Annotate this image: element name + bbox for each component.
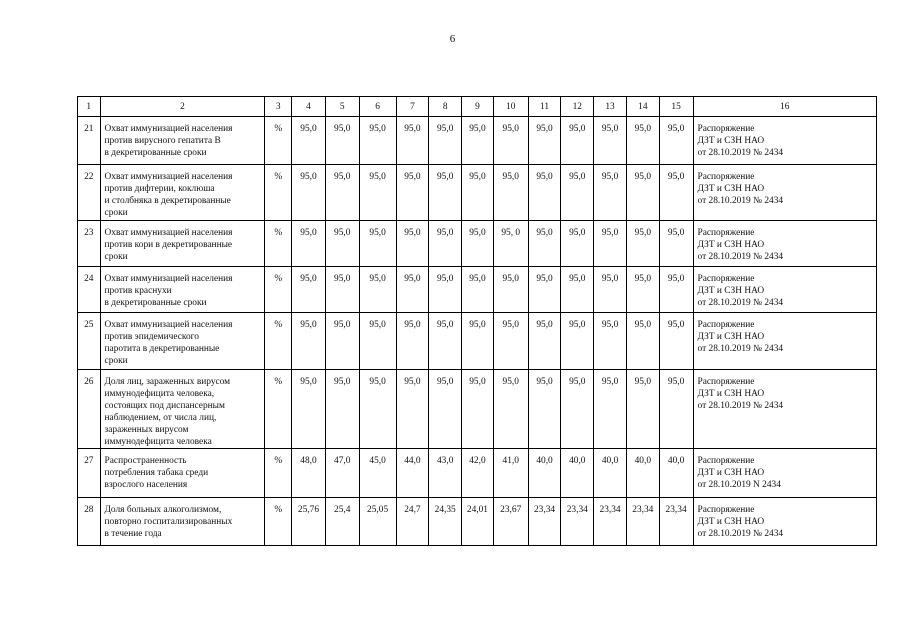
table-row	[78, 221, 877, 267]
indicator-name-line: в декретированные сроки	[104, 298, 207, 308]
indicator-name-line: против эпидемического	[104, 332, 199, 342]
value-cell: 44,0	[396, 449, 429, 498]
source-document-line: Распоряжение	[697, 320, 755, 330]
source-document-line: ДЗТ и СЗН НАО	[697, 332, 765, 342]
value-cell: 25,76	[292, 498, 326, 546]
value-cell: 95,0	[359, 165, 396, 221]
value-cell: 95,0	[493, 370, 528, 449]
table-row	[78, 449, 877, 498]
source-document-line: от 28.10.2019 № 2434	[697, 148, 784, 158]
indicator-name-line: зараженных вирусом	[104, 425, 189, 435]
indicator-name-line: сроки	[104, 208, 128, 218]
value-cell: 95,0	[594, 313, 627, 370]
unit-cell: %	[265, 117, 292, 165]
value-cell: 24,35	[429, 498, 462, 546]
source-document-line: Распоряжение	[697, 172, 755, 182]
value-cell: 25,05	[359, 498, 396, 546]
indicator-name-line: Охват иммунизацией населения	[104, 274, 233, 284]
indicator-name-line: против вирусного гепатита В	[104, 136, 221, 146]
value-cell: 95,0	[292, 117, 326, 165]
source-document-cell	[693, 117, 877, 165]
value-cell: 95,0	[429, 221, 462, 267]
indicator-name-cell	[100, 117, 265, 165]
value-cell: 95,0	[561, 313, 594, 370]
value-cell: 95,0	[396, 267, 429, 313]
value-cell: 95,0	[528, 221, 561, 267]
column-header: 9	[462, 97, 494, 117]
value-cell: 23,34	[626, 498, 659, 546]
value-cell: 95,0	[626, 165, 659, 221]
value-cell: 95,0	[359, 221, 396, 267]
row-number-cell: 21	[78, 117, 101, 165]
value-cell: 95,0	[561, 165, 594, 221]
value-cell: 95,0	[396, 117, 429, 165]
column-header: 6	[359, 97, 396, 117]
source-document-cell	[693, 498, 877, 546]
indicator-name-cell	[100, 313, 265, 370]
indicator-name-line: иммунодефицита человека	[104, 437, 212, 447]
value-cell: 95,0	[429, 267, 462, 313]
source-document-cell	[693, 449, 877, 498]
indicator-name-cell	[100, 267, 265, 313]
indicator-name-line: Охват иммунизацией населения	[104, 320, 233, 330]
column-header: 8	[429, 97, 462, 117]
value-cell: 95,0	[292, 165, 326, 221]
table-row	[78, 370, 877, 449]
indicator-name-line: против кори в декретированные	[104, 240, 233, 250]
value-cell: 95,0	[528, 267, 561, 313]
value-cell: 24,01	[462, 498, 494, 546]
table-row	[78, 267, 877, 313]
source-document-line: ДЗТ и СЗН НАО	[697, 136, 765, 146]
indicator-name-line: против дифтерии, коклюша	[104, 184, 215, 194]
source-document-line: ДЗТ и СЗН НАО	[697, 389, 765, 399]
column-header: 12	[561, 97, 594, 117]
unit-cell: %	[265, 370, 292, 449]
column-header: 5	[325, 97, 359, 117]
table-row	[78, 165, 877, 221]
indicator-name-line: в декретированные сроки	[104, 148, 207, 158]
value-cell: 40,0	[561, 449, 594, 498]
value-cell: 95,0	[429, 313, 462, 370]
source-document-line: Распоряжение	[697, 228, 755, 238]
indicator-name-line: сроки	[104, 356, 128, 366]
indicator-name-line: сроки	[104, 252, 128, 262]
row-number-cell: 26	[78, 370, 101, 449]
source-document-cell	[693, 221, 877, 267]
row-number-cell: 25	[78, 313, 101, 370]
column-header: 1	[78, 97, 101, 117]
indicator-name-line: взрослого населения	[104, 480, 188, 490]
value-cell: 23,34	[594, 498, 627, 546]
indicator-name-cell	[100, 221, 265, 267]
column-header: 7	[396, 97, 429, 117]
source-document-line: Распоряжение	[697, 124, 755, 134]
value-cell: 95,0	[659, 313, 693, 370]
value-cell: 95,0	[462, 165, 494, 221]
value-cell: 95,0	[292, 370, 326, 449]
value-cell: 40,0	[528, 449, 561, 498]
value-cell: 95,0	[561, 221, 594, 267]
value-cell: 95,0	[359, 267, 396, 313]
value-cell: 95,0	[359, 313, 396, 370]
value-cell: 95,0	[325, 313, 359, 370]
value-cell: 95,0	[659, 267, 693, 313]
source-document-line: ДЗТ и СЗН НАО	[697, 517, 765, 527]
indicator-name-line: Охват иммунизацией населения	[104, 172, 233, 182]
value-cell: 95, 0	[493, 221, 528, 267]
value-cell: 95,0	[594, 221, 627, 267]
value-cell: 95,0	[561, 267, 594, 313]
source-document-line: от 28.10.2019 № 2434	[697, 529, 784, 539]
source-document-line: Распоряжение	[697, 377, 755, 387]
value-cell: 95,0	[396, 165, 429, 221]
indicators-table	[77, 96, 877, 546]
value-cell: 95,0	[528, 313, 561, 370]
source-document-line: от 28.10.2019 N 2434	[697, 480, 781, 490]
value-cell: 23,67	[493, 498, 528, 546]
value-cell: 95,0	[626, 267, 659, 313]
value-cell: 95,0	[325, 165, 359, 221]
value-cell: 24,7	[396, 498, 429, 546]
value-cell: 95,0	[396, 221, 429, 267]
value-cell: 95,0	[325, 221, 359, 267]
value-cell: 95,0	[594, 267, 627, 313]
source-document-line: ДЗТ и СЗН НАО	[697, 286, 765, 296]
source-document-cell	[693, 313, 877, 370]
value-cell: 95,0	[626, 221, 659, 267]
value-cell: 95,0	[659, 117, 693, 165]
row-number-cell: 22	[78, 165, 101, 221]
unit-cell: %	[265, 449, 292, 498]
value-cell: 95,0	[292, 221, 326, 267]
source-document-line: ДЗТ и СЗН НАО	[697, 184, 765, 194]
indicator-name-line: иммунодефицита человека,	[104, 389, 215, 399]
value-cell: 95,0	[325, 267, 359, 313]
column-header: 13	[594, 97, 627, 117]
value-cell: 40,0	[594, 449, 627, 498]
value-cell: 47,0	[325, 449, 359, 498]
value-cell: 95,0	[528, 165, 561, 221]
indicator-name-line: против краснухи	[104, 286, 172, 296]
unit-cell: %	[265, 221, 292, 267]
column-header: 4	[292, 97, 326, 117]
indicator-name-line: потребления табака среди	[104, 468, 209, 478]
table-header-row	[78, 97, 877, 117]
value-cell: 95,0	[292, 313, 326, 370]
value-cell: 95,0	[561, 117, 594, 165]
source-document-line: ДЗТ и СЗН НАО	[697, 468, 765, 478]
column-header: 14	[626, 97, 659, 117]
column-header: 11	[528, 97, 561, 117]
indicator-name-line: паротита в декретированные	[104, 344, 220, 354]
value-cell: 95,0	[659, 370, 693, 449]
value-cell: 95,0	[462, 267, 494, 313]
value-cell: 95,0	[359, 117, 396, 165]
value-cell: 95,0	[594, 117, 627, 165]
indicator-name-line: Распространенность	[104, 456, 187, 466]
page-number: 6	[449, 33, 456, 45]
value-cell: 95,0	[659, 221, 693, 267]
value-cell: 40,0	[626, 449, 659, 498]
table-row	[78, 313, 877, 370]
source-document-line: Распоряжение	[697, 505, 755, 515]
source-document-line: от 28.10.2019 № 2434	[697, 196, 784, 206]
indicator-name-line: состоящих под диспансерным	[104, 401, 225, 411]
value-cell: 95,0	[396, 313, 429, 370]
value-cell: 95,0	[626, 370, 659, 449]
unit-cell: %	[265, 498, 292, 546]
value-cell: 41,0	[493, 449, 528, 498]
indicator-name-cell	[100, 370, 265, 449]
value-cell: 40,0	[659, 449, 693, 498]
indicator-name-line: наблюдением, от числа лиц,	[104, 413, 217, 423]
unit-cell: %	[265, 165, 292, 221]
column-header: 3	[265, 97, 292, 117]
row-number-cell: 27	[78, 449, 101, 498]
value-cell: 95,0	[493, 165, 528, 221]
source-document-cell	[693, 370, 877, 449]
value-cell: 95,0	[626, 313, 659, 370]
indicator-name-line: в течение года	[104, 529, 162, 539]
source-document-line: от 28.10.2019 № 2434	[697, 401, 784, 411]
value-cell: 95,0	[429, 370, 462, 449]
row-number-cell: 24	[78, 267, 101, 313]
source-document-line: от 28.10.2019 № 2434	[697, 298, 784, 308]
value-cell: 95,0	[429, 117, 462, 165]
value-cell: 95,0	[493, 267, 528, 313]
value-cell: 25,4	[325, 498, 359, 546]
value-cell: 95,0	[359, 370, 396, 449]
value-cell: 95,0	[626, 117, 659, 165]
indicator-name-cell	[100, 449, 265, 498]
value-cell: 95,0	[561, 370, 594, 449]
unit-cell: %	[265, 267, 292, 313]
column-header: 2	[100, 97, 265, 117]
value-cell: 95,0	[396, 370, 429, 449]
value-cell: 95,0	[594, 165, 627, 221]
row-number-cell: 23	[78, 221, 101, 267]
indicator-name-line: Доля лиц, зараженных вирусом	[104, 377, 231, 387]
indicator-name-line: Охват иммунизацией населения	[104, 228, 233, 238]
indicator-name-line: Охват иммунизацией населения	[104, 124, 233, 134]
value-cell: 42,0	[462, 449, 494, 498]
value-cell: 95,0	[325, 117, 359, 165]
value-cell: 95,0	[462, 370, 494, 449]
unit-cell: %	[265, 313, 292, 370]
indicator-name-line: повторно госпитализированных	[104, 517, 233, 527]
value-cell: 95,0	[594, 370, 627, 449]
value-cell: 95,0	[493, 313, 528, 370]
source-document-cell	[693, 165, 877, 221]
source-document-cell	[693, 267, 877, 313]
value-cell: 95,0	[325, 370, 359, 449]
source-document-line: от 28.10.2019 № 2434	[697, 252, 784, 262]
column-header: 10	[493, 97, 528, 117]
value-cell: 95,0	[462, 221, 494, 267]
row-number-cell: 28	[78, 498, 101, 546]
value-cell: 23,34	[659, 498, 693, 546]
column-header: 16	[693, 97, 877, 117]
indicator-name-line: и столбняка в декретированные	[104, 196, 231, 206]
value-cell: 43,0	[429, 449, 462, 498]
source-document-line: Распоряжение	[697, 274, 755, 284]
value-cell: 95,0	[528, 117, 561, 165]
source-document-line: Распоряжение	[697, 456, 755, 466]
value-cell: 95,0	[462, 313, 494, 370]
value-cell: 23,34	[528, 498, 561, 546]
table-row	[78, 498, 877, 546]
value-cell: 95,0	[292, 267, 326, 313]
value-cell: 95,0	[659, 165, 693, 221]
value-cell: 23,34	[561, 498, 594, 546]
source-document-line: от 28.10.2019 № 2434	[697, 344, 784, 354]
value-cell: 95,0	[528, 370, 561, 449]
value-cell: 45,0	[359, 449, 396, 498]
value-cell: 95,0	[493, 117, 528, 165]
column-header: 15	[659, 97, 693, 117]
value-cell: 48,0	[292, 449, 326, 498]
indicator-name-cell	[100, 498, 265, 546]
value-cell: 95,0	[429, 165, 462, 221]
value-cell: 95,0	[462, 117, 494, 165]
indicator-name-cell	[100, 165, 265, 221]
table-row	[78, 117, 877, 165]
indicator-name-line: Доля больных алкоголизмом,	[104, 505, 222, 515]
source-document-line: ДЗТ и СЗН НАО	[697, 240, 765, 250]
